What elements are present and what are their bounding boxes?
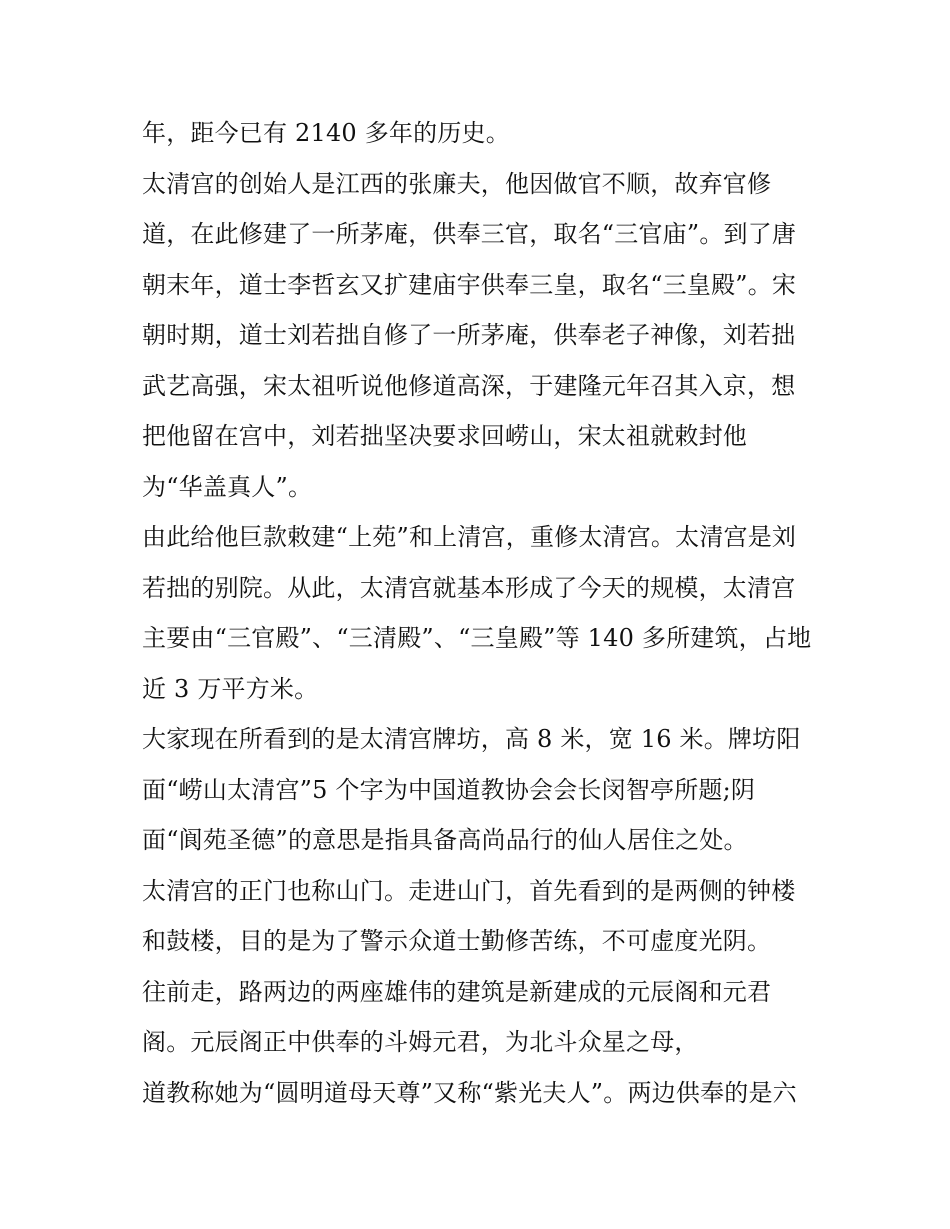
text-line: 朝末年，道士李哲玄又扩建庙宇供奉三皇，取名“三皇殿”。宋 (142, 270, 797, 299)
text-line: 朝时期，道士刘若拙自修了一所茅庵，供奉老子神像，刘若拙 (142, 321, 796, 349)
text-line: 把他留在宫中，刘若拙坚决要求回崂山，宋太祖就敕封他 (142, 422, 747, 450)
text-line: 太清宫的正门也称山门。走进山门，首先看到的是两侧的钟楼 (142, 876, 796, 905)
text-line: 面“崂山太清宫”5 个字为中国道教协会会长闵智亭所题;阴 (142, 775, 756, 804)
text-line: 为“华盖真人”。 (142, 472, 313, 501)
text-line: 年，距今已有 2140 多年的历史。 (142, 119, 510, 147)
text-line: 近 3 万平方米。 (142, 674, 319, 703)
text-line: 主要由“三官殿”、“三清殿”、“三皇殿”等 140 多所建筑，占地 (142, 624, 812, 652)
text-line: 往前走，路两边的两座雄伟的建筑是新建成的元辰阁和元君 (142, 977, 772, 1006)
text-line: 太清宫的创始人是江西的张廉夫，他因做官不顺，故弃官修 (142, 169, 772, 198)
text-line: 大家现在所看到的是太清宫牌坊，高 8 米，宽 16 米。牌坊阳 (142, 725, 801, 753)
text-line: 阁。元辰阁正中供奉的斗姆元君，为北斗众星之母， (142, 1028, 699, 1056)
text-line: 和鼓楼，目的是为了警示众道士勤修苦练，不可虚度光阴。 (142, 927, 772, 955)
text-line: 若拙的别院。从此，太清宫就基本形成了今天的规模，太清宫 (142, 573, 796, 602)
text-line: 武艺高强，宋太祖听说他修道高深，于建隆元年召其入京，想 (142, 371, 796, 400)
text-line: 道教称她为“圆明道母天尊”又称“紫光夫人”。两边供奉的是六 (142, 1078, 797, 1107)
text-line: 道，在此修建了一所茅庵，供奉三官，取名“三官庙”。到了唐 (142, 220, 797, 248)
text-line: 面“阆苑圣德”的意思是指具备高尚品行的仙人居住之处。 (142, 826, 748, 854)
text-line: 由此给他巨款敕建“上苑”和上清宫，重修太清宫。太清宫是刘 (142, 523, 797, 551)
document-body (142, 108, 822, 1118)
